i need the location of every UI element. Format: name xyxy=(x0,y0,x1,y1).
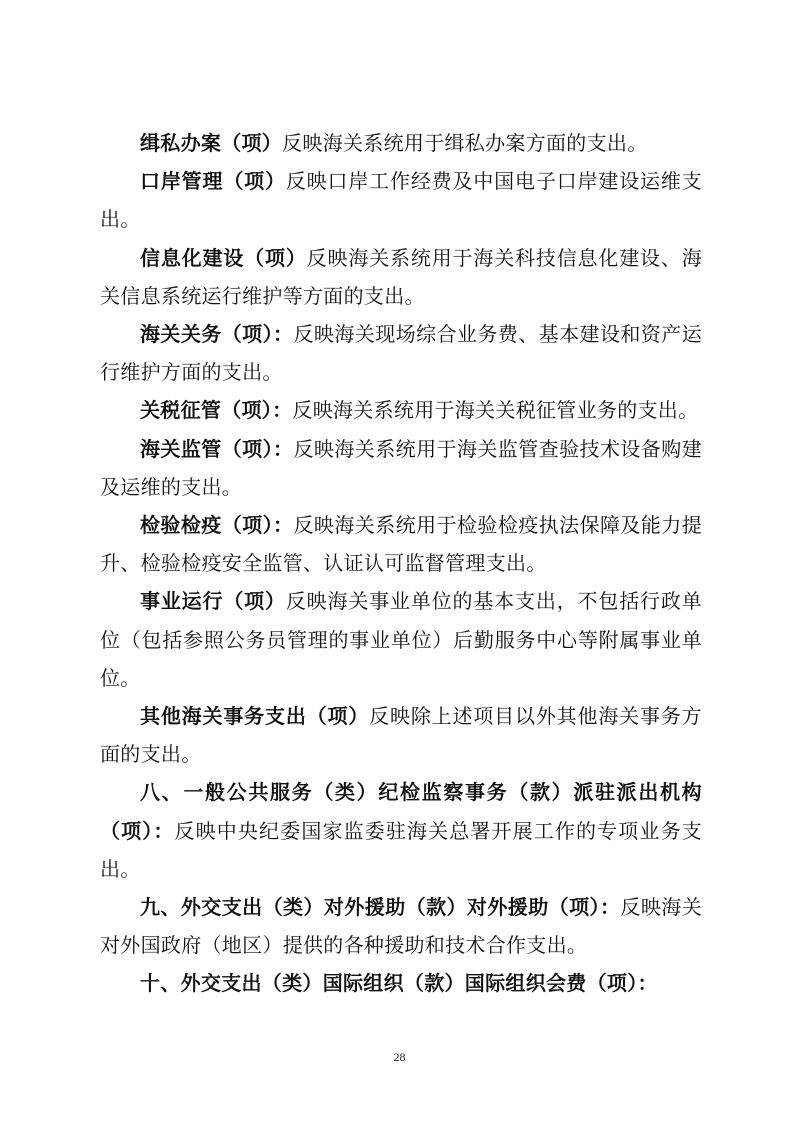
paragraph-text: 反映海关系统用于检验检疫执法保障及能力提升、检验检疫安全监管、认证认可监督管理支出。 xyxy=(100,513,702,576)
paragraph-text: 反映海关事业单位的基本支出，不包括行政单位（包括参照公务员管理的事业单位）后勤服务中心等附属事业单位。 xyxy=(100,589,702,690)
paragraph-text: 反映海关系统用于海关监管查验技术设备购建及运维的支出。 xyxy=(100,436,702,499)
paragraph-heading: 海关关务（项）： xyxy=(140,322,294,347)
paragraph-text: 反映中央纪委国家监委驻海关总署开展工作的专项业务支出。 xyxy=(100,818,702,881)
paragraph-text: 反映海关系统用于海关科技信息化建设、海关信息系统运行维护等方面的支出。 xyxy=(100,245,703,308)
paragraph-text: 反映海关现场综合业务费、基本建设和资产运行维护方面的支出。 xyxy=(100,322,702,385)
paragraph xyxy=(100,964,702,1002)
paragraph xyxy=(100,391,702,429)
paragraph xyxy=(100,239,702,315)
paragraph-text: 反映海关对外国政府（地区）提供的各种援助和技术合作支出。 xyxy=(100,895,703,958)
paragraph-heading: 海关监管（项）： xyxy=(140,436,294,461)
page-number: 28 xyxy=(393,1050,406,1064)
paragraph xyxy=(100,582,702,697)
body-text xyxy=(100,124,702,1003)
paragraph-heading: 缉私办案（项） xyxy=(140,131,283,155)
paragraph xyxy=(100,506,702,582)
paragraph xyxy=(100,124,702,162)
paragraph-text: 反映海关系统用于海关关税征管业务的支出。 xyxy=(292,398,699,423)
paragraph-heading: 口岸管理（项） xyxy=(140,169,286,194)
paragraph-heading: 九、外交支出（类）对外援助（款）对外援助（项）： xyxy=(140,895,621,920)
paragraph xyxy=(100,888,702,964)
paragraph xyxy=(100,697,702,773)
paragraph xyxy=(100,773,702,888)
paragraph-heading: 十、外交支出（类）国际组织（款）国际组织会费（项）： xyxy=(140,971,658,996)
paragraph xyxy=(100,162,702,238)
paragraph xyxy=(100,315,702,391)
paragraph-heading: 检验检疫（项）： xyxy=(140,513,294,538)
paragraph-heading: 关税征管（项）： xyxy=(140,398,293,423)
paragraph-text: 反映海关系统用于缉私办案方面的支出。 xyxy=(282,131,648,155)
paragraph-text: 反映除上述项目以外其他海关事务方面的支出。 xyxy=(100,704,702,767)
paragraph-text: 反映口岸工作经费及中国电子口岸建设运维支出。 xyxy=(100,169,702,232)
paragraph-heading: 八、一般公共服务（类）纪检监察事务（款）派驻派出机构（项）： xyxy=(100,780,702,843)
paragraph-heading: 信息化建设（项） xyxy=(140,245,307,270)
paragraph xyxy=(100,430,702,506)
paragraph-heading: 其他海关事务支出（项） xyxy=(140,704,370,729)
paragraph-heading: 事业运行（项） xyxy=(140,589,286,614)
